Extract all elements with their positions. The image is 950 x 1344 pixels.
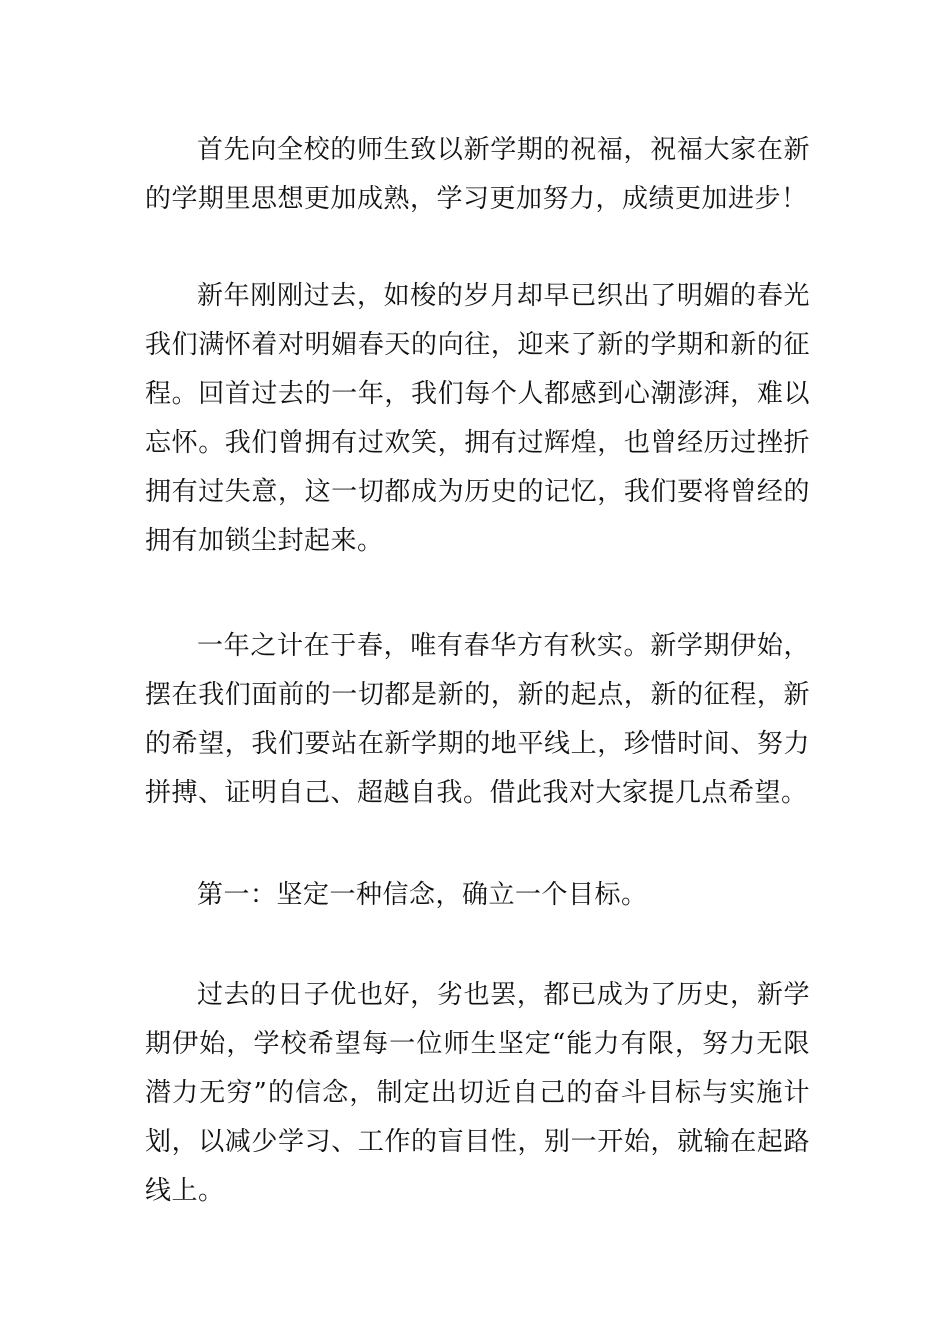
- paragraph-first-point: 第一：坚定一种信念，确立一个目标。: [197, 880, 648, 910]
- paragraph-belief: 过去的日子优也好，劣也罢，都已成为了历史，新学期伊始，学校希望每一位师生坚定“能力有限，努力无限潜力无穷”的信念，制定出切近自己的奋斗目标与实施计划，以减少学习、工作的盲目性，别一开始，就输在起路线上。: [145, 980, 810, 1206]
- paragraph-greeting: 首先向全校的师生致以新学期的祝福，祝福大家在新的学期里思想更加成熟，学习更加努力，成绩更加进步！: [145, 135, 810, 214]
- paragraph-spring: 一年之计在于春，唯有春华方有秋实。新学期伊始，摆在我们面前的一切都是新的，新的起点，新的征程，新的希望，我们要站在新学期的地平线上，珍惜时间、努力拼搏、证明自己、超越自我。借此我对大家提几点希望。: [145, 631, 810, 808]
- paragraph-new-year: 新年刚刚过去，如梭的岁月却早已织出了明媚的春光我们满怀着对明媚春天的向往，迎来了新的学期和新的征程。回首过去的一年，我们每个人都感到心潮澎湃，难以忘怀。我们曾拥有过欢笑，拥有过辉煌，也曾经历过挫折拥有过失意，这一切都成为历史的记忆，我们要将曾经的拥有加锁尘封起来。: [145, 281, 810, 556]
